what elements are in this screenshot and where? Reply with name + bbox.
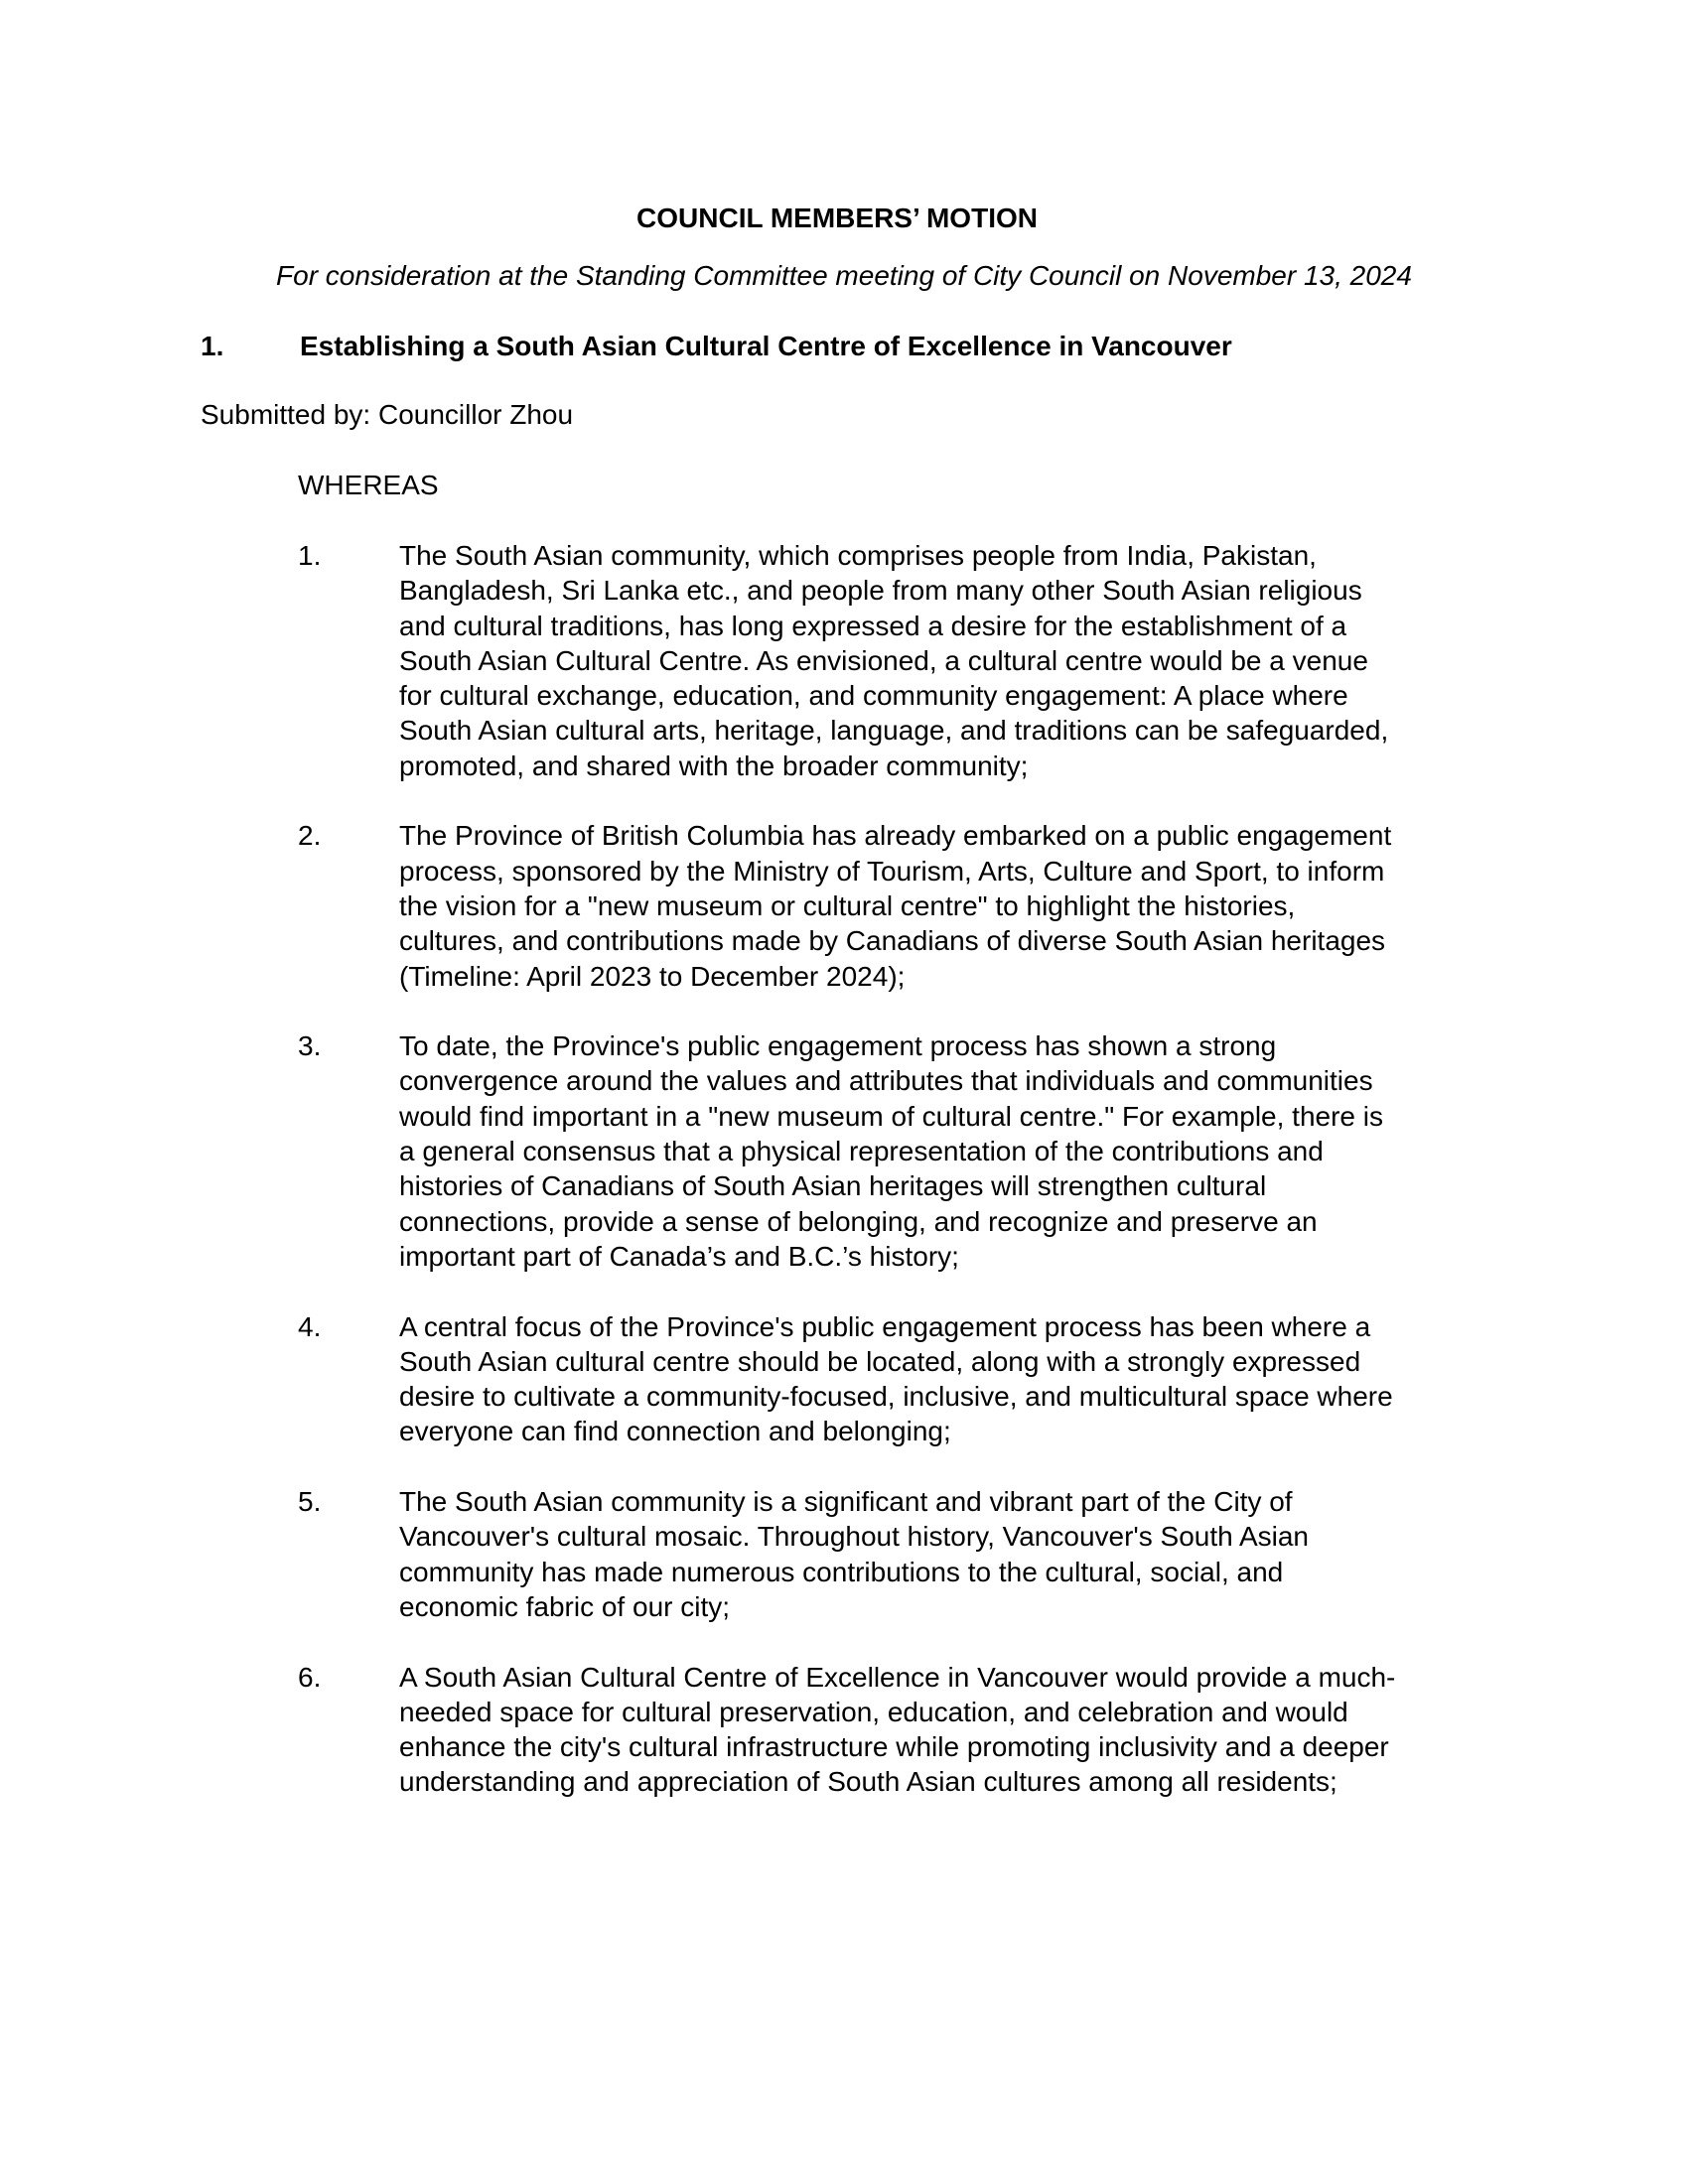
- clause-line: Bangladesh, Sri Lanka etc., and people from many other South Asian religious: [399, 575, 1362, 607]
- document-title: COUNCIL MEMBERS’ MOTION: [636, 203, 1038, 233]
- clause-line: South Asian cultural centre should be located, along with a strongly expressed: [399, 1345, 1361, 1377]
- clause-text: [399, 1028, 1539, 1274]
- whereas-clause: [298, 818, 1539, 993]
- clause-line: To date, the Province's public engagement process has shown a strong: [399, 1030, 1277, 1062]
- motion-number: 1.: [201, 331, 224, 361]
- clause-line: South Asian Cultural Centre. As envisioned, a cultural centre would be a venue: [399, 644, 1368, 676]
- whereas-clause-list: [298, 538, 1539, 1835]
- clause-line: everyone can find connection and belonging;: [399, 1416, 951, 1447]
- clause-line: cultures, and contributions made by Canadians of diverse South Asian heritages: [399, 925, 1386, 957]
- clause-line: promoted, and shared with the broader community;: [399, 750, 1029, 781]
- clause-number: 3.: [298, 1030, 322, 1062]
- meeting-subtitle: For consideration at the Standing Committee meeting of City Council on November 13, 2024: [276, 260, 1412, 291]
- clause-line: for cultural exchange, education, and community engagement: A place where: [399, 680, 1348, 712]
- clause-text: [399, 1660, 1539, 1800]
- clause-line: a general consensus that a physical representation of the contributions and: [399, 1136, 1324, 1167]
- clause-line: (Timeline: April 2023 to December 2024);: [399, 960, 906, 992]
- whereas-clause: [298, 538, 1539, 783]
- clause-line: understanding and appreciation of South Asian cultures among all residents;: [399, 1766, 1337, 1798]
- submitted-by: Submitted by: Councillor Zhou: [201, 399, 574, 430]
- clause-line: A central focus of the Province's public engagement process has been where a: [399, 1310, 1371, 1342]
- motion-heading-text: Establishing a South Asian Cultural Centre of Excellence in Vancouver: [300, 331, 1232, 361]
- clause-line: The Province of British Columbia has already embarked on a public engagement: [399, 820, 1392, 852]
- clause-line: economic fabric of our city;: [399, 1590, 731, 1622]
- clause-line: connections, provide a sense of belonging, and recognize and preserve an: [399, 1205, 1318, 1237]
- clause-line: process, sponsored by the Ministry of Tourism, Arts, Culture and Sport, to inform: [399, 855, 1385, 887]
- clause-number: 1.: [298, 540, 322, 571]
- clause-text: [399, 1309, 1539, 1449]
- clause-line: and cultural traditions, has long expressed a desire for the establishment of a: [399, 610, 1347, 641]
- whereas-clause: [298, 1028, 1539, 1274]
- clause-text: [399, 818, 1539, 993]
- clause-line: would find important in a "new museum of cultural centre." For example, there is: [399, 1100, 1383, 1132]
- clause-text: [399, 1484, 1539, 1624]
- clause-text: [399, 538, 1539, 783]
- clause-line: Vancouver's cultural mosaic. Throughout history, Vancouver's South Asian: [399, 1521, 1309, 1553]
- clause-number: 2.: [298, 820, 322, 852]
- clause-number: 5.: [298, 1486, 322, 1518]
- clause-line: community has made numerous contributions to the cultural, social, and: [399, 1556, 1284, 1587]
- whereas-clause: [298, 1309, 1539, 1449]
- whereas-clause: [298, 1660, 1539, 1800]
- clause-number: 4.: [298, 1310, 322, 1342]
- clause-number: 6.: [298, 1661, 322, 1693]
- clause-line: important part of Canada’s and B.C.’s history;: [399, 1240, 959, 1272]
- whereas-label: WHEREAS: [298, 470, 439, 500]
- clause-line: South Asian cultural arts, heritage, language, and traditions can be safeguarded,: [399, 715, 1389, 747]
- clause-line: convergence around the values and attributes that individuals and communities: [399, 1065, 1373, 1097]
- clause-line: The South Asian community is a significant and vibrant part of the City of: [399, 1486, 1293, 1518]
- clause-line: enhance the city's cultural infrastructure while promoting inclusivity and a deeper: [399, 1731, 1389, 1763]
- clause-line: desire to cultivate a community-focused, inclusive, and multicultural space where: [399, 1381, 1393, 1413]
- clause-line: histories of Canadians of South Asian heritages will strengthen cultural: [399, 1170, 1267, 1202]
- clause-line: the vision for a "new museum or cultural centre" to highlight the histories,: [399, 889, 1296, 921]
- clause-line: The South Asian community, which comprises people from India, Pakistan,: [399, 540, 1317, 571]
- clause-line: needed space for cultural preservation, education, and celebration and would: [399, 1696, 1348, 1727]
- whereas-clause: [298, 1484, 1539, 1624]
- clause-line: A South Asian Cultural Centre of Excellence in Vancouver would provide a much-: [399, 1661, 1396, 1693]
